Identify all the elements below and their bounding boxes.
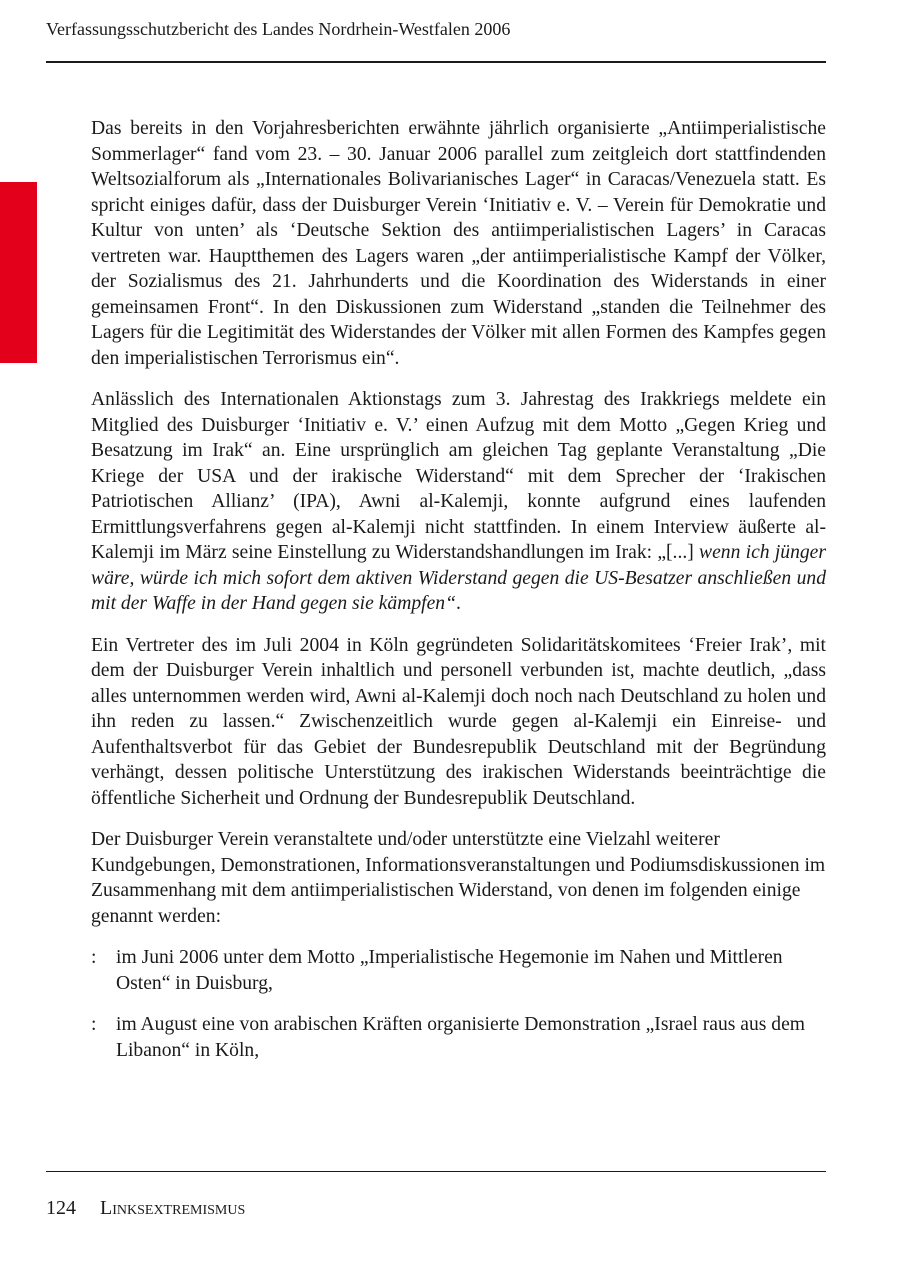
page-number: 124 <box>46 1197 76 1219</box>
list-item-text: im August eine von arabischen Kräften organisierte Demonstration „Israel raus aus dem Libanon“ in Köln, <box>116 1014 806 1061</box>
event-list <box>91 945 826 1063</box>
list-item <box>91 945 826 996</box>
section-name: Linksextremismus <box>100 1197 246 1219</box>
list-item-text: im Juni 2006 unter dem Motto „Imperialistische Hegemonie im Nahen und Mittleren Osten“ in Duisburg, <box>116 947 783 994</box>
list-bullet: : <box>91 1014 97 1035</box>
paragraph-aktionstag-end: . <box>455 593 461 614</box>
interview-quote: wenn ich jünger wäre, würde ich mich sofort dem aktiven Widerstand gegen die US-Besatzer anschließen und mit der Waffe in der Hand gegen sie kämpfen“ <box>91 542 826 614</box>
paragraph-solidaritaetskomitee: Ein Vertreter des im Juli 2004 in Köln gegründeten Solidaritätskomitees ‘Freier Irak’, mit dem der Duisburger Verein inhaltlich und personell verbunden ist, machte deutlich, „dass alles unternommen werden wird, Awni al-Kalemji doch noch nach Deutschland zu holen und ihn reden zu lassen.“ Zwischenzeitlich wurde gegen al-Kalemji ein Einreise- und Aufenthaltsverbot für das Gebiet der Bundesrepublik Deutschland mit der Begründung verhängt, dessen politische Unterstützung des irakischen Widerstands beeinträchtige die öffentliche Sicherheit und Ordnung der Bundesrepublik Deutschland. <box>91 634 826 809</box>
chapter-tab-marker <box>0 182 37 363</box>
footer-divider <box>46 1171 826 1172</box>
list-bullet: : <box>91 947 97 968</box>
page-footer <box>46 1196 245 1220</box>
paragraph-sommerlager: Das bereits in den Vorjahresberichten erwähnte jährlich organisierte „Antiimperialistische Sommerlager“ fand vom 23. – 30. Januar 2006 parallel zum zeitgleich dort stattfindenden Weltsozialforum als „Internationales Bolivarianisches Lager“ in Caracas/Venezuela statt. Es spricht einiges dafür, dass der Duisburger Verein ‘Initiativ e. V. – Verein für Demokratie und Kultur von unten’ als ‘Deutsche Sektion des antiimperialistischen Lagers’ in Caracas vertreten war. Hauptthemen des Lagers waren „der antiimperialistische Kampf der Völker, der Sozialismus des 21. Jahrhunderts und die Koordination des Widerstands in einer gemeinsamen Front“. In den Diskussionen zum Widerstand „standen die Teilnehmer des Lagers für die Legitimität des Widerstandes der Völker mit allen Formen des Kampfes gegen den imperialistischen Terrorismus ein“. <box>91 118 826 369</box>
paragraph-aktionstag-text: Anlässlich des Internationalen Aktionstags zum 3. Jahrestag des Irakkriegs meldete ein Mitglied des Duisburger ‘Initiativ e. V.’ einen Aufzug mit dem Motto „Gegen Krieg und Besatzung im Irak“ an. Eine ursprünglich am gleichen Tag geplante Veranstaltung „Die Kriege der USA und der irakische Widerstand“ mit dem Sprecher der ‘Irakischen Patriotischen Allianz’ (IPA), Awni al-Kalemji, konnte aufgrund eines laufenden Ermittlungsverfahrens gegen al-Kalemji nicht stattfinden. In einem Interview äußerte al-Kalemji im März seine Einstellung zu Widerstandshandlungen im Irak: „[...] <box>91 389 826 563</box>
paragraph-aktionstag <box>91 387 826 617</box>
running-header-title: Verfassungsschutzbericht des Landes Nordrhein-Westfalen 2006 <box>46 19 511 39</box>
page-body <box>91 116 826 1079</box>
paragraph-veranstaltungen: Der Duisburger Verein veranstaltete und/oder unterstützte eine Vielzahl weiterer Kundgebungen, Demonstrationen, Informationsveranstaltungen und Podiumsdiskussionen im Zusammenhang mit dem antiimperialistischen Widerstand, von denen im folgenden einige genannt werden: <box>91 829 826 927</box>
header-divider <box>46 61 826 63</box>
list-item <box>91 1012 826 1063</box>
